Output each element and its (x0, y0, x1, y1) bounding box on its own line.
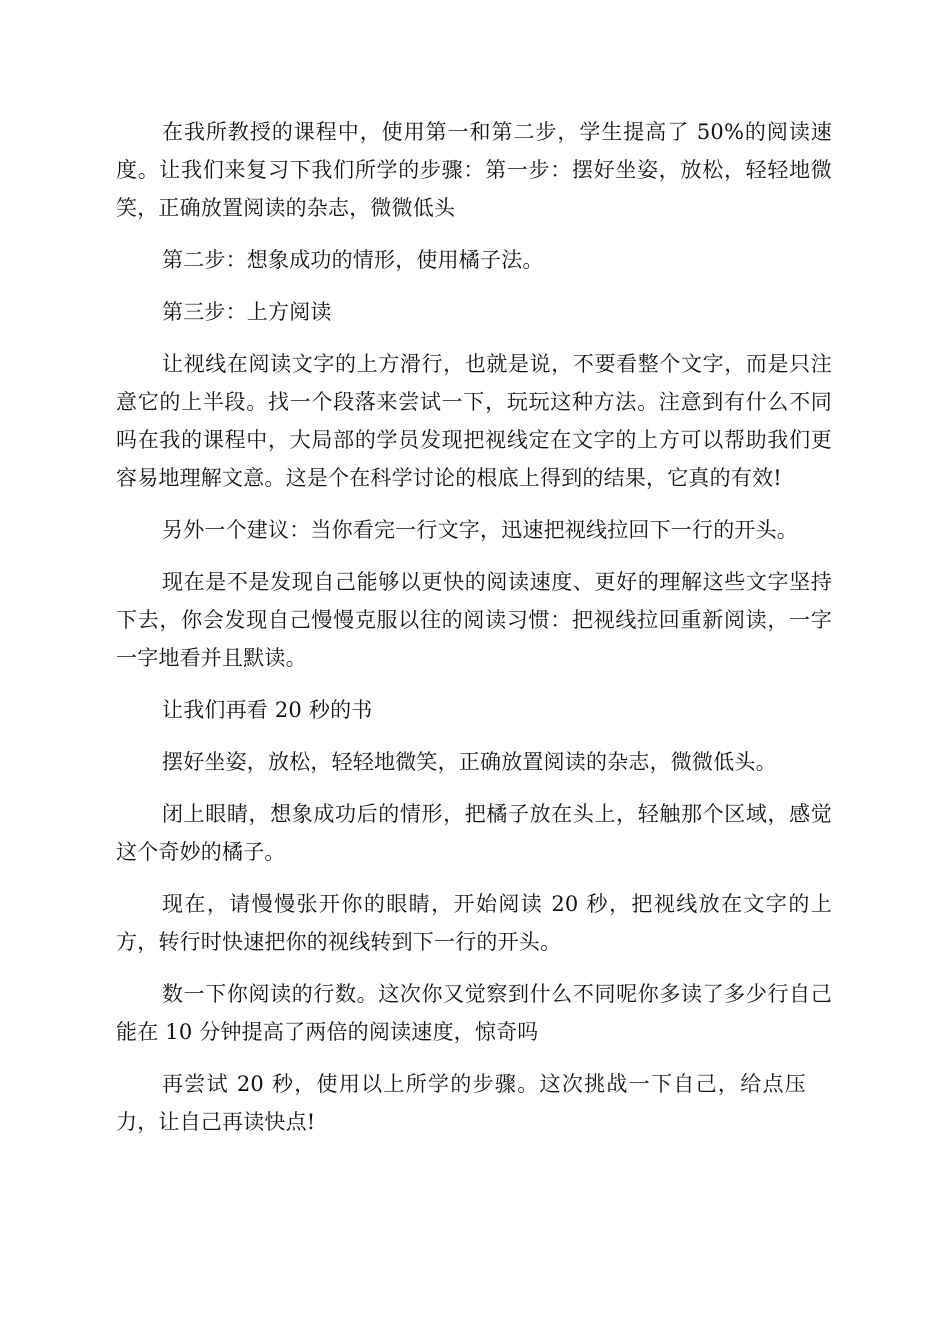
paragraph-upper-reading: 让视线在阅读文字的上方滑行，也就是说，不要看整个文字，而是只注意它的上半段。找一个段落来尝试一下，玩玩这种方法。注意到有什么不同吗在我的课程中，大局部的学员发现把视线定在文字的上方可以帮助我们更容易地理解文意。这是个在科学讨论的根底上得到的结果，它真的有效! (116, 352, 832, 490)
paragraph-suggestion: 另外一个建议：当你看完一行文字，迅速把视线拉回下一行的开头。 (162, 518, 798, 542)
paragraph-try-again: 再尝试 20 秒，使用以上所学的步骤。这次挑战一下自己，给点压力，让自己再读快点! (116, 1072, 806, 1134)
paragraph-open-eyes: 现在，请慢慢张开你的眼睛，开始阅读 20 秒，把视线放在文字的上方，转行时快速把你的视线转到下一行的开头。 (116, 892, 832, 954)
paragraph-progress: 现在是不是发现自己能够以更快的阅读速度、更好的理解这些文字坚持下去，你会发现自己慢慢克服以往的阅读习惯：把视线拉回重新阅读，一字一字地看并且默读。 (116, 570, 832, 670)
paragraph-visualize: 闭上眼睛，想象成功后的情形，把橘子放在头上，轻触那个区域，感觉这个奇妙的橘子。 (116, 802, 832, 864)
paragraph-step-three: 第三步：上方阅读 (162, 300, 332, 324)
paragraph-count-lines: 数一下你阅读的行数。这次你又觉察到什么不同呢你多读了多少行自己能在 10 分钟提高了两倍的阅读速度，惊奇吗 (116, 982, 832, 1044)
paragraph-read-20-seconds: 让我们再看 20 秒的书 (162, 698, 373, 722)
paragraph-posture: 摆好坐姿，放松，轻轻地微笑，正确放置阅读的杂志，微微低头。 (162, 750, 777, 774)
paragraph-step-two: 第二步：想象成功的情形，使用橘子法。 (162, 248, 544, 272)
paragraph-steps-review: 在我所教授的课程中，使用第一和第二步，学生提高了 50%的阅读速度。让我们来复习下我们所学的步骤：第一步：摆好坐姿，放松，轻轻地微笑，正确放置阅读的杂志，微微低头 (116, 120, 832, 220)
document-body (116, 113, 832, 1155)
